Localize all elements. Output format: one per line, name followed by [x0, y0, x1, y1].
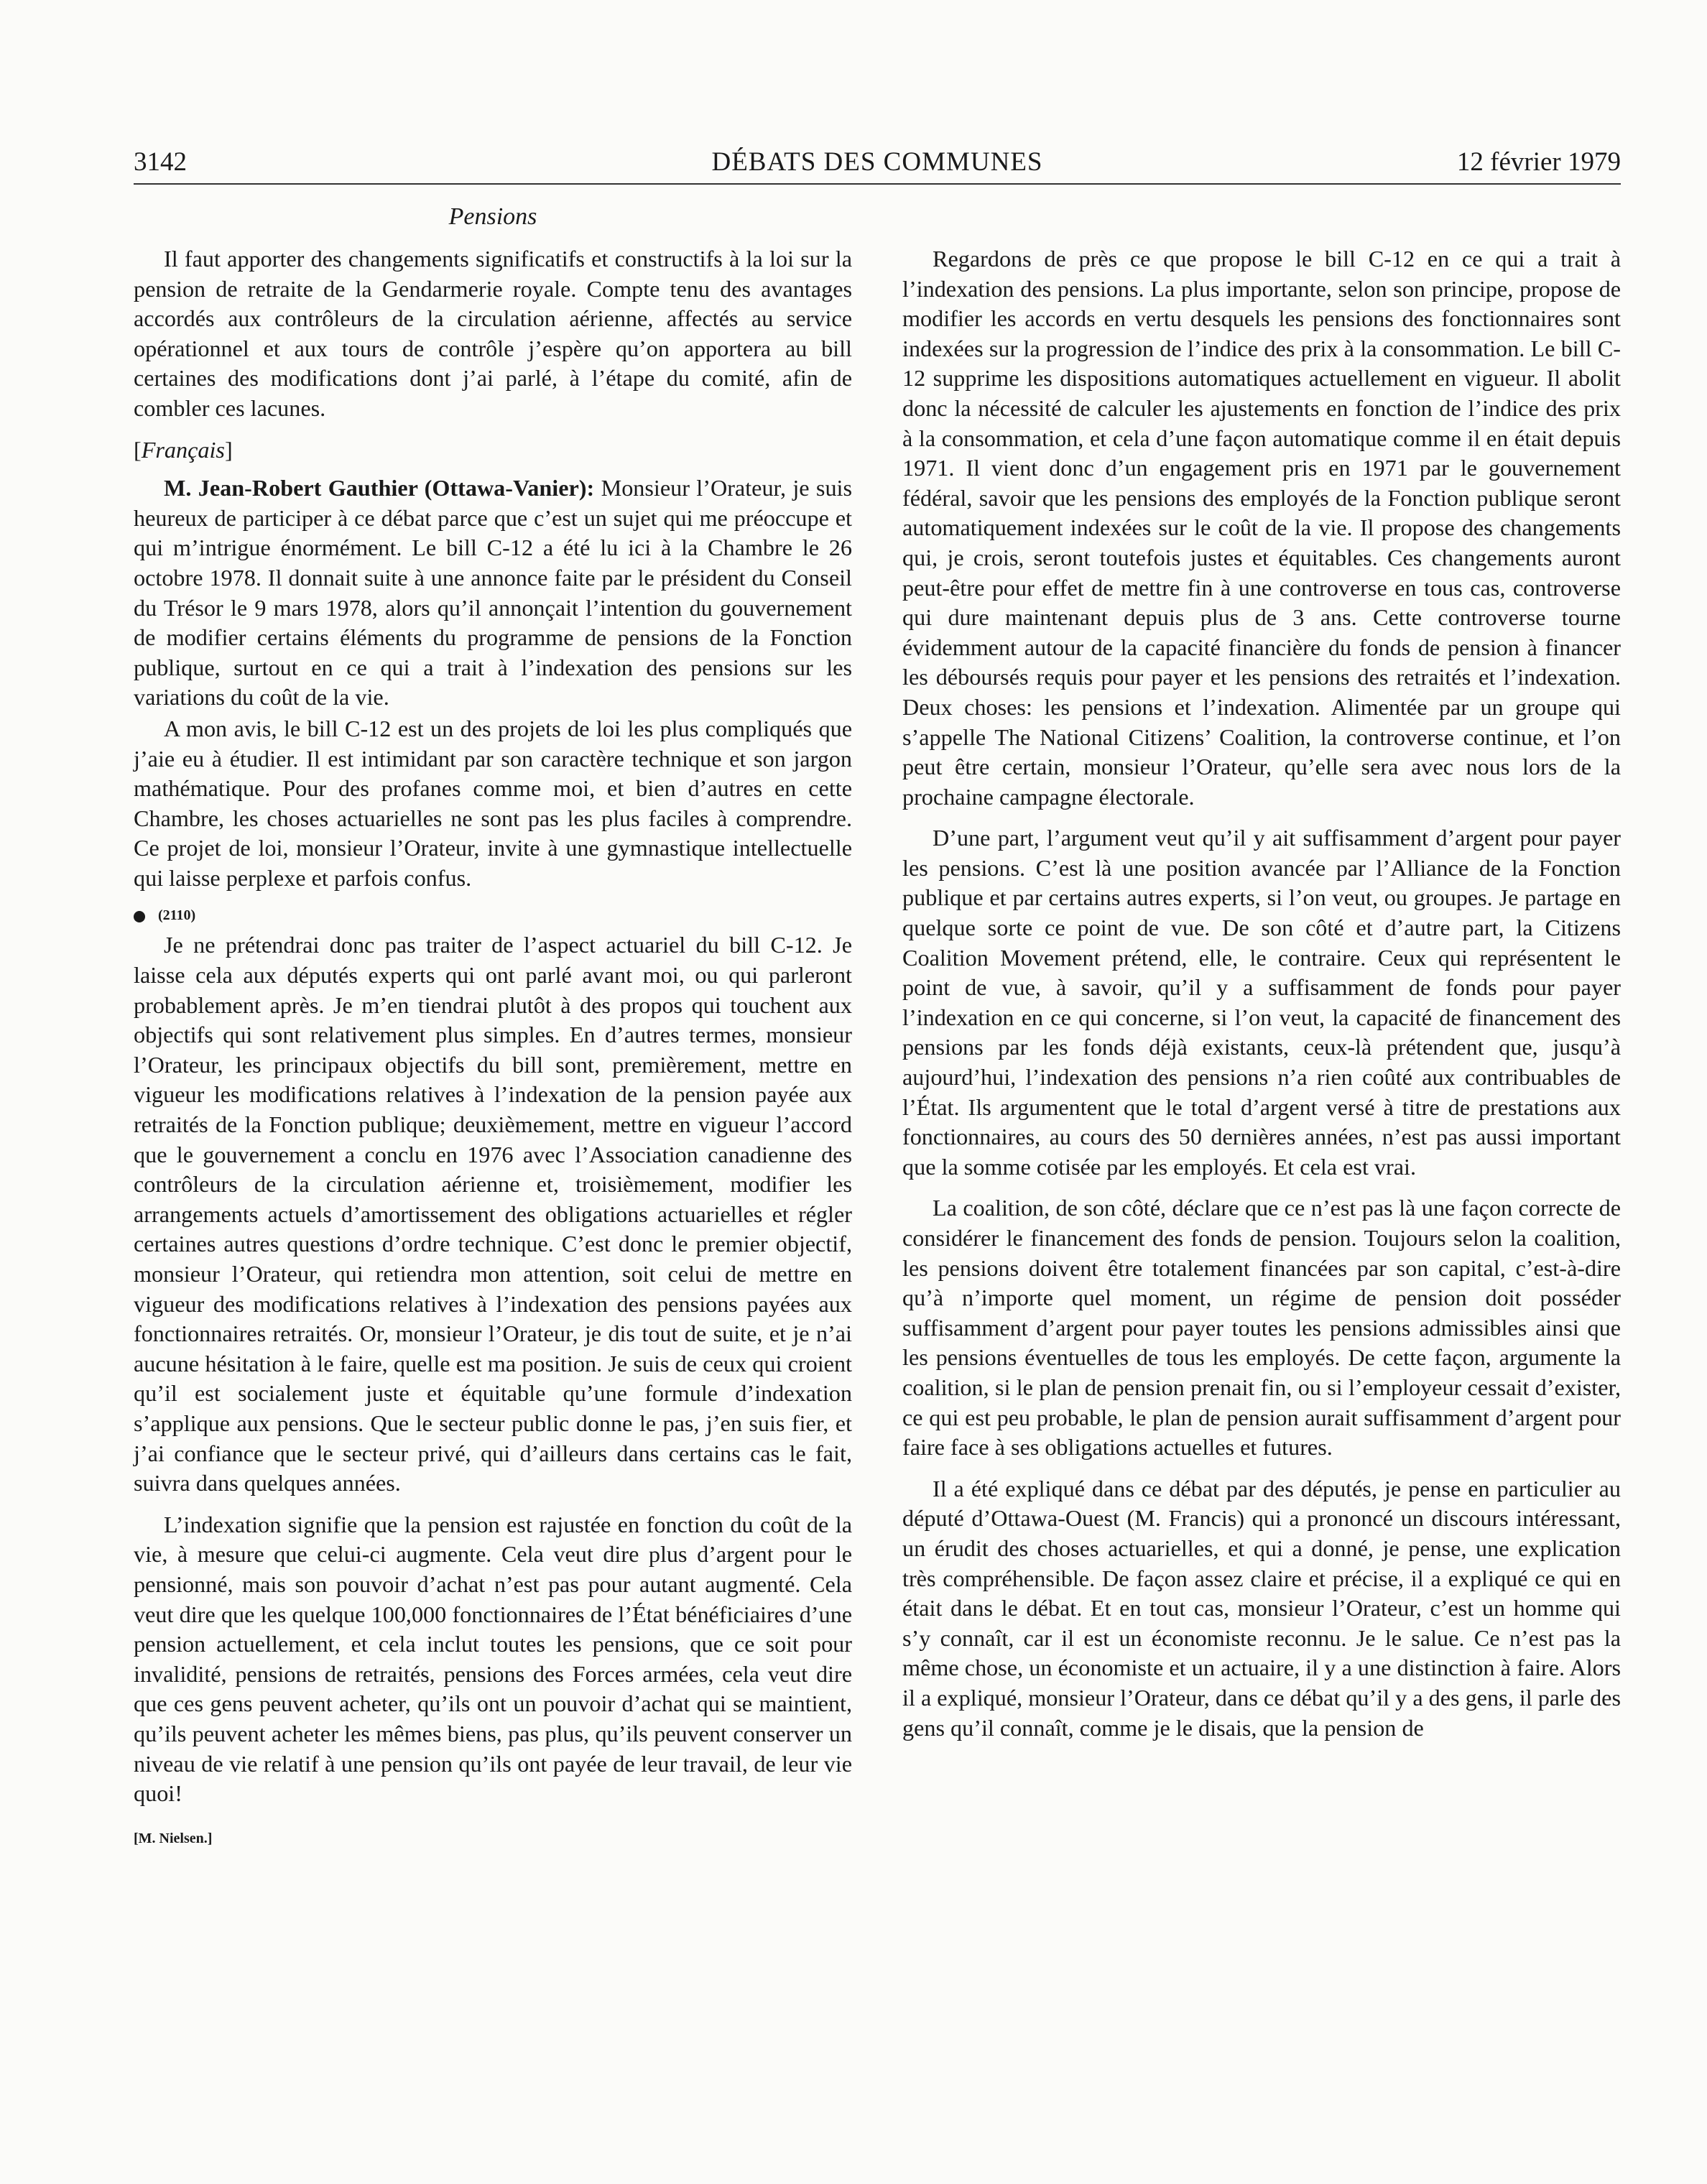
paragraph: D’une part, l’argument veut qu’il y ait suffisamment d’argent pour payer les pensions. C’est là une position avancée par l’Alliance de la Fonction publique et par certains autres experts, si l’on veut, ou groupes. Je partage en quelque sorte ce point de vue. De son côté et d’autre part, la Citizens Coalition Movement prétend, elle, le contraire. Ceux qui représentent le point de vue, à savoir, qu’il y a suffisamment de fonds pour payer l’indexation en ce qui concerne, si l’on veut, la capacité de financement des pensions par les fonds déjà existants, ceux-là prétendent que, jusqu’à aujourd’hui, l’indexation des pensions n’a rien coûté aux contribuables de l’État. Ils argumentent que le total d’argent versé à titre de prestations aux fonctionnaires, au cours des 50 dernières années, n’est pas aussi important que la somme cotisée par les employés. Et cela est vrai. [902, 825, 1621, 1180]
page-date: 12 février 1979 [1456, 147, 1621, 177]
time-marker-text: (2110) [158, 907, 196, 924]
paragraph: Je ne prétendrai donc pas traiter de l’aspect actuariel du bill C-12. Je laisse cela aux députés experts qui ont parlé avant moi, ou qui parleront probablement après. Je m’en tiendrai plutôt à des propos qui touchent aux objectifs qui sont relativement plus simples. En d’autres termes, monsieur l’Orateur, les principaux objectifs du bill sont, premièrement, mettre en vigueur les modifications relatives à l’indexation de la pension payée aux retraités de la Fonction publique; deuxièmement, mettre en vigueur l’accord que le gouvernement a conclu en 1976 avec l’Association canadienne des contrôleurs de la circulation aérienne et, troisièmement, modifier les arrangements actuels d’amortissement des obligations actuarielles et régler certaines autres questions d’ordre technique. C’est donc le premier objectif, monsieur l’Orateur, qui retiendra mon attention, soit celui de mettre en vigueur des modifications relatives à l’indexation des pensions payées aux fonctionnaires retraités. Or, monsieur l’Orateur, je dis tout de suite, et je n’ai aucune hésitation à le faire, quelle est ma position. Je suis de ceux qui croient qu’il est socialement juste et équitable qu’une formule d’indexation s’applique aux pensions. Que le secteur public donne le pas, j’en suis fier, et j’ai confiance que le secteur privé, qui d’ailleurs dans certains cas le fait, suivra dans quelques années. [134, 932, 852, 1496]
publication-title: DÉBATS DES COMMUNES [711, 147, 1043, 177]
bullet-icon [134, 911, 145, 922]
paragraph: Il a été expliqué dans ce débat par des députés, je pense en particulier au député d’Ottawa-Ouest (M. Francis) qui a prononcé un discours intéressant, un érudit des choses actuarielles, et qui a donné, je pense, une explication très compréhensible. De façon assez claire et précise, il a expliqué ce qui en était dans le débat. Et en tout cas, monsieur l’Orateur, c’est un homme qui s’y connaît, car il est un économiste reconnu. Je le salue. Ce n’est pas la même chose, un économiste et un actuaire, il y a une distinction à faire. Alors il a expliqué, monsieur l’Orateur, dans ce débat qu’il y a des gens, il parle des gens qu’il connaît, comme je le disais, que la pension de [902, 1475, 1621, 1741]
language-marker: [ Français ] [134, 435, 852, 466]
section-title: Pensions [448, 203, 537, 230]
speaker-footnote: [ M. Nielsen. ] [134, 1828, 852, 1849]
paragraph: La coalition, de son côté, déclare que ce n’est pas là une façon correcte de considérer le financement des fonds de pension. Toujours selon la coalition, les pensions doivent être totalement financées par son capital, c’est-à-dire qu’à n’importe quel moment, un régime de pension doit posséder suffisamment d’argent pour payer toutes les pensions admissibles ainsi que les pensions éventuelles de tous les employés. De cette façon, argumente la coalition, si le plan de pension prenait fin, ou si l’employeur cessait d’exister, ce qui est peu probable, le plan de pension aurait suffisamment d’argent pour faire face à ses obligations actuelles et futures. [902, 1195, 1621, 1461]
header-rule [134, 183, 1621, 185]
time-marker [134, 904, 852, 926]
paragraph: L’indexation signifie que la pension est rajustée en fonction du coût de la vie, à mesure que celui-ci augmente. Cela veut dire plus d’argent pour le pensionné, mais son pouvoir d’achat n’est pas pour autant augmenté. Cela veut dire que les quelque 100,000 fonctionnaires de l’État bénéficiaires d’une pension actuellement, et cela inclut toutes les pensions, que ce soit pour invalidité, pensions de retraités, pensions des Forces armées, cela veut dire que ces gens peuvent acheter, qu’ils ont un pouvoir d’achat qui se maintient, qu’ils peuvent acheter les mêmes biens, pas plus, qu’ils peuvent conserver un niveau de vie relatif à une pension qu’ils ont payée de leur travail, de leur vie quoi! [134, 1511, 852, 1807]
right-column [902, 244, 1621, 1754]
speaker-name: M. Jean-Robert Gauthier (Ottawa-Vanier): [164, 475, 595, 501]
speaker-paragraph [134, 473, 852, 713]
paragraph: Regardons de près ce que propose le bill C-12 en ce qui a trait à l’indexation des pensions. La plus importante, selon son principe, propose de modifier les accords en vertu desquels les pensions des fonctionnaires sont indexées sur la progression de l’indice des prix à la consommation. Le bill C-12 supprime les dispositions automatiques actuellement en vigueur. Il abolit donc la nécessité de calculer les ajustements en fonction de l’indice des prix à la consommation, et cela d’une façon automatique comme il en était depuis 1971. Il vient donc d’un engagement pris en 1971 par le gouvernement fédéral, savoir que les pensions des employés de la Fonction publique seront automatiquement indexées sur le coût de la vie. Il propose des changements qui, je crois, seront toutefois justes et équitables. Ces changements auront peut-être pour effet de mettre fin à une controverse en tous cas, controverse qui dure maintenant depuis plus de 3 ans. Cette controverse tourne évidemment autour de la capacité financière du fonds de pension à financer les déboursés requis pour payer et les pensions des retraités et l’indexation. Deux choses: les pensions et l’indexation. Alimentée par un groupe qui s’appelle The National Citizens’ Coalition, la controverse continue, et l’on peut être certain, monsieur l’Orateur, qu’elle sera avec nous lors de la prochaine campagne électorale. [902, 246, 1621, 810]
page-number: 3142 [134, 147, 187, 177]
page-header [134, 147, 1621, 182]
speaker-text: Monsieur l’Orateur, je suis heureux de participer à ce débat parce que c’est un sujet qui me préoccupe et qui m’intrigue énormément. Le bill C-12 a été lu ici à la Chambre le 26 octobre 1978. Il donnait suite à une annonce faite par le président du Conseil du Trésor le 9 mars 1978, alors qu’il annonçait l’intention du gouvernement de modifier certains éléments du programme de pensions de la Fonction publique, surtout en ce qui a trait à l’indexation des pensions sur les variations du coût de la vie. [134, 475, 853, 711]
paragraph: A mon avis, le bill C-12 est un des projets de loi les plus compliqués que j’aie eu à étudier. Il est intimidant par son caractère technique et son jargon mathématique. Pour des profanes comme moi, et bien d’autres en cette Chambre, les choses actuarielles ne sont pas les plus faciles à comprendre. Ce projet de loi, monsieur l’Orateur, invite à une gymnastique intellectuelle qui laisse perplexe et parfois confus. [134, 715, 852, 891]
paragraph: Il faut apporter des changements significatifs et constructifs à la loi sur la pension de retraite de la Gendarmerie royale. Compte tenu des avantages accordés aux contrôleurs de la circulation aérienne, affectés au service opérationnel et aux tours de contrôle j’espère qu’on apportera au bill certaines des modifications dont j’ai parlé, à l’étape du comité, afin de combler ces lacunes. [134, 246, 852, 421]
left-column [134, 244, 852, 1849]
